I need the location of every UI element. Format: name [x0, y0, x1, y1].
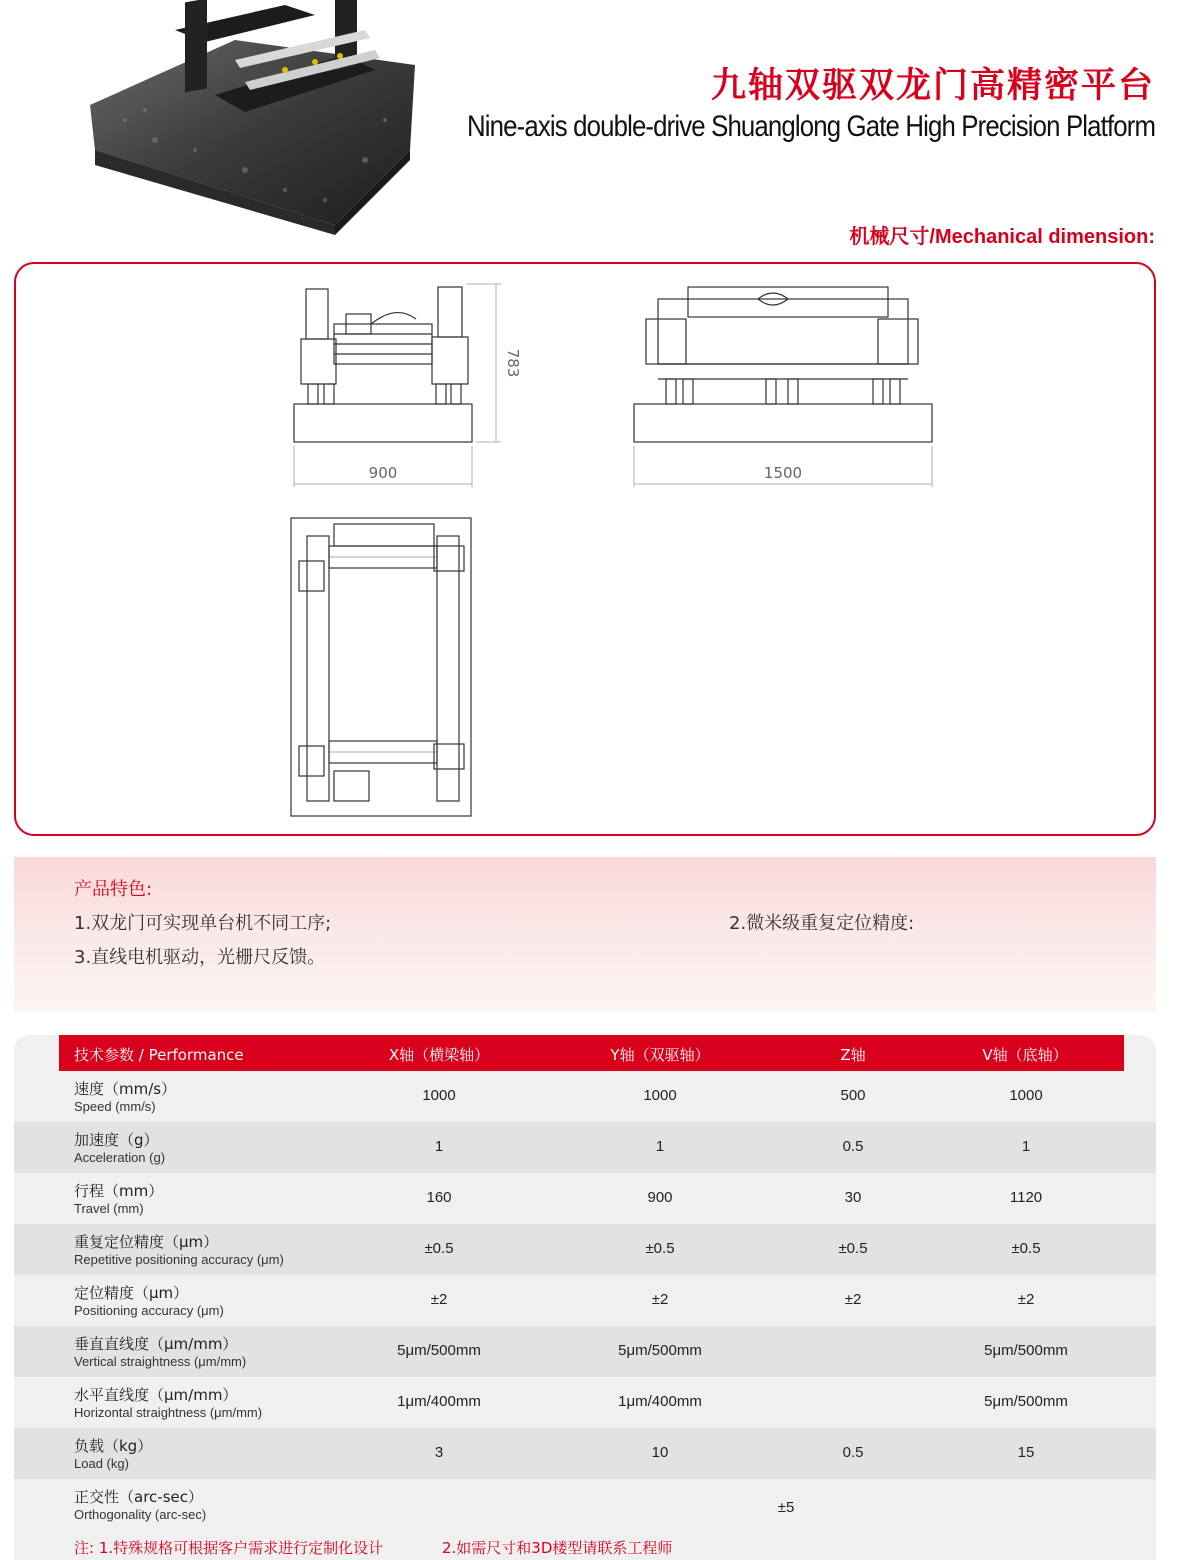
param-name-cn: 加速度（g） [74, 1131, 159, 1149]
value-z: 30 [844, 1189, 862, 1206]
value-x: 1μm/400mm [397, 1393, 481, 1410]
param-name-en: Travel (mm) [74, 1201, 144, 1216]
table-row [14, 1122, 1156, 1173]
param-name-en: Load (kg) [74, 1456, 129, 1471]
param-name-en: Acceleration (g) [74, 1150, 166, 1165]
table-row [14, 1173, 1156, 1224]
front-height-label: 783 [504, 348, 522, 378]
value-v: ±0.5 [1011, 1240, 1041, 1257]
value-x: 5μm/500mm [397, 1342, 481, 1359]
param-name-cn: 正交性（arc-sec） [74, 1488, 203, 1506]
title-en: Nine-axis double-drive Shuanglong Gate High Precision Platform [466, 110, 1155, 143]
value-merged: ±5 [777, 1499, 795, 1516]
value-v: 1000 [1009, 1087, 1043, 1104]
value-x: ±2 [430, 1291, 448, 1308]
value-y: 1 [655, 1138, 665, 1155]
value-x: 160 [426, 1189, 452, 1206]
table-row [14, 1377, 1156, 1428]
table-row [14, 1428, 1156, 1479]
value-z: ±0.5 [838, 1240, 868, 1257]
specs-header-row [59, 1035, 1124, 1071]
value-x: 1000 [422, 1087, 456, 1104]
param-name-en: Repetitive positioning accuracy (μm) [74, 1252, 284, 1267]
feature-item: 1.双龙门可实现单台机不同工序; [74, 913, 332, 934]
header-z-axis: Z轴 [840, 1046, 866, 1064]
feature-item: 3.直线电机驱动，光栅尺反馈。 [74, 947, 326, 968]
value-x: 1 [434, 1138, 444, 1155]
table-row [14, 1479, 1156, 1530]
table-row [14, 1071, 1156, 1122]
value-v: ±2 [1017, 1291, 1035, 1308]
top-view-drawing [289, 516, 474, 821]
value-z: 0.5 [842, 1444, 864, 1461]
param-name-en: Vertical straightness (μm/mm) [74, 1354, 247, 1369]
value-v: 1120 [1009, 1189, 1043, 1206]
param-name-en: Speed (mm/s) [74, 1099, 156, 1114]
value-y: 900 [647, 1189, 673, 1206]
value-z: 0.5 [842, 1138, 864, 1155]
param-name-cn: 行程（mm） [74, 1182, 164, 1200]
header-y-axis: Y轴（双驱轴） [610, 1046, 710, 1064]
product-photo [85, 0, 420, 235]
header-x-axis: X轴（横梁轴） [388, 1046, 490, 1064]
table-row [14, 1224, 1156, 1275]
param-name-cn: 定位精度（μm） [74, 1284, 189, 1302]
value-y: 5μm/500mm [618, 1342, 702, 1359]
param-name-cn: 水平直线度（μm/mm） [74, 1386, 238, 1404]
side-width-label: 1500 [763, 464, 803, 482]
param-name-en: Horizontal straightness (μm/mm) [74, 1405, 263, 1420]
title-cn: 九轴双驱双龙门高精密平台 [710, 66, 1155, 106]
feature-item: 2.微米级重复定位精度: [729, 913, 915, 934]
value-v: 5μm/500mm [984, 1342, 1068, 1359]
value-v: 5μm/500mm [984, 1393, 1068, 1410]
value-y: ±0.5 [645, 1240, 675, 1257]
front-view-drawing [286, 279, 526, 494]
value-z: 500 [840, 1087, 866, 1104]
product-features [14, 857, 1156, 1012]
param-name-cn: 垂直直线度（μm/mm） [74, 1335, 238, 1353]
value-v: 15 [1017, 1444, 1035, 1461]
mechanical-drawings-frame [14, 262, 1156, 836]
param-name-cn: 重复定位精度（μm） [74, 1233, 219, 1251]
value-y: 1000 [643, 1087, 677, 1104]
note-contact-engineer: 2.如需尺寸和3D楼型请联系工程师 [442, 1539, 673, 1557]
value-x: ±0.5 [424, 1240, 454, 1257]
mechanical-dimension-label: 机械尺寸/Mechanical dimension: [849, 226, 1155, 248]
value-y: 1μm/400mm [618, 1393, 702, 1410]
table-row [14, 1275, 1156, 1326]
param-name-cn: 负载（kg） [74, 1437, 153, 1455]
param-name-en: Positioning accuracy (μm) [74, 1303, 224, 1318]
value-v: 1 [1021, 1138, 1031, 1155]
header-v-axis: V轴（底轴） [982, 1046, 1068, 1064]
note-customization: 注: 1.特殊规格可根据客户需求进行定制化设计 [74, 1539, 384, 1557]
front-width-label: 900 [368, 464, 398, 482]
specs-table [14, 1035, 1156, 1560]
value-x: 3 [434, 1444, 444, 1461]
value-y: 10 [651, 1444, 669, 1461]
param-name-cn: 速度（mm/s） [74, 1080, 177, 1098]
table-row [14, 1326, 1156, 1377]
side-view-drawing [628, 279, 938, 494]
value-z: ±2 [844, 1291, 862, 1308]
features-title: 产品特色: [74, 879, 153, 900]
param-name-en: Orthogonality (arc-sec) [74, 1507, 207, 1522]
header-performance: 技术参数 / Performance [74, 1046, 244, 1064]
value-y: ±2 [651, 1291, 669, 1308]
